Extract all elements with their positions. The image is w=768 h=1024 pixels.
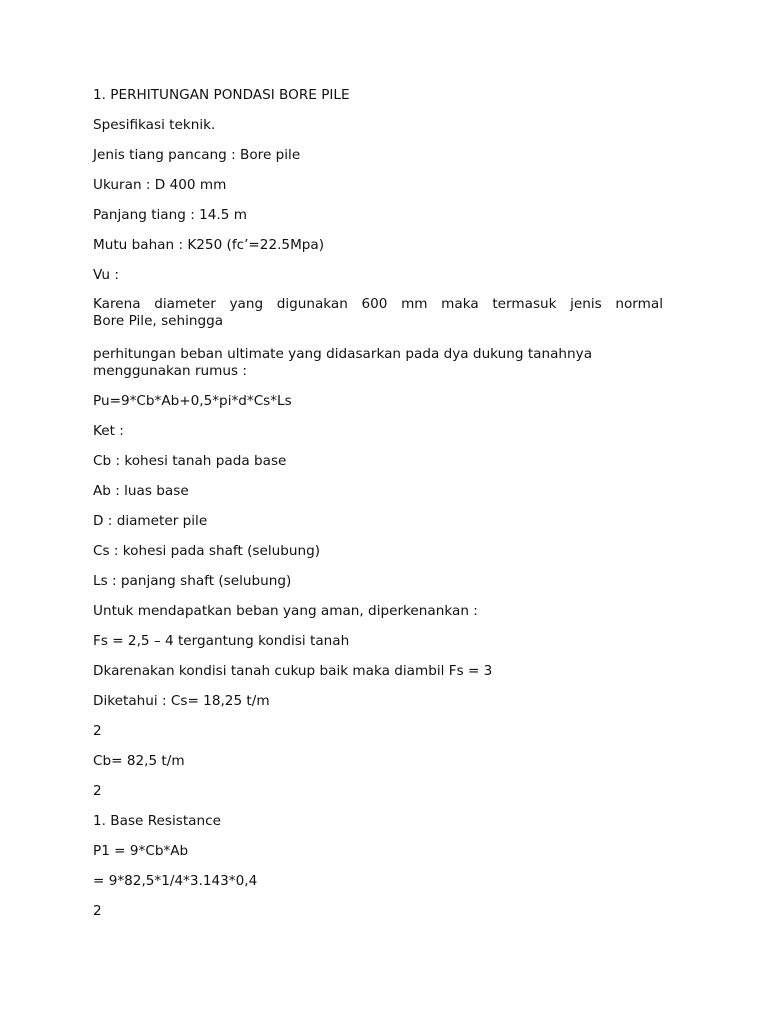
- cb-value-line: Cb= 82,5 t/m: [93, 753, 185, 769]
- diketahui-line: Diketahui : Cs= 18,25 t/m: [93, 693, 270, 709]
- cb-definition: Cb : kohesi tanah pada base: [93, 453, 287, 469]
- exponent-line-1: 2: [93, 723, 102, 739]
- base-resistance-heading: 1. Base Resistance: [93, 813, 221, 829]
- ukuran-line: Ukuran : D 400 mm: [93, 177, 227, 193]
- perhitungan-paragraph: [93, 346, 663, 380]
- perhitungan-line-1: perhitungan beban ultimate yang didasarkan pada dya dukung tanahnya: [93, 346, 593, 362]
- p1-formula: P1 = 9*Cb*Ab: [93, 843, 189, 859]
- spec-label: Spesifikasi teknik.: [93, 117, 216, 133]
- exponent-line-3: 2: [93, 903, 102, 919]
- untuk-line: Untuk mendapatkan beban yang aman, diperkenankan :: [93, 603, 478, 619]
- cs-definition: Cs : kohesi pada shaft (selubung): [93, 543, 321, 559]
- karena-line-2: Bore Pile, sehingga: [93, 313, 224, 329]
- formula-line: Pu=9*Cb*Ab+0,5*pi*d*Cs*Ls: [93, 393, 292, 409]
- fs-range-line: Fs = 2,5 – 4 tergantung kondisi tanah: [93, 633, 350, 649]
- panjang-line: Panjang tiang : 14.5 m: [93, 207, 247, 223]
- karena-line-1: Karena diameter yang digunakan 600 mm maka termasuk jenis normal: [93, 296, 663, 312]
- jenis-line: Jenis tiang pancang : Bore pile: [93, 147, 301, 163]
- ket-line: Ket :: [93, 423, 124, 439]
- exponent-line-2: 2: [93, 783, 102, 799]
- perhitungan-line-2: menggunakan rumus :: [93, 363, 247, 379]
- dkarenakan-line: Dkarenakan kondisi tanah cukup baik maka diambil Fs = 3: [93, 663, 493, 679]
- ls-definition: Ls : panjang shaft (selubung): [93, 573, 292, 589]
- document-heading: 1. PERHITUNGAN PONDASI BORE PILE: [93, 87, 350, 103]
- mutu-line: Mutu bahan : K250 (fc’=22.5Mpa): [93, 237, 325, 253]
- ab-definition: Ab : luas base: [93, 483, 189, 499]
- p1-calculation: = 9*82,5*1/4*3.143*0,4: [93, 873, 258, 889]
- d-definition: D : diameter pile: [93, 513, 208, 529]
- karena-paragraph: [93, 296, 663, 330]
- vu-line: Vu :: [93, 267, 119, 283]
